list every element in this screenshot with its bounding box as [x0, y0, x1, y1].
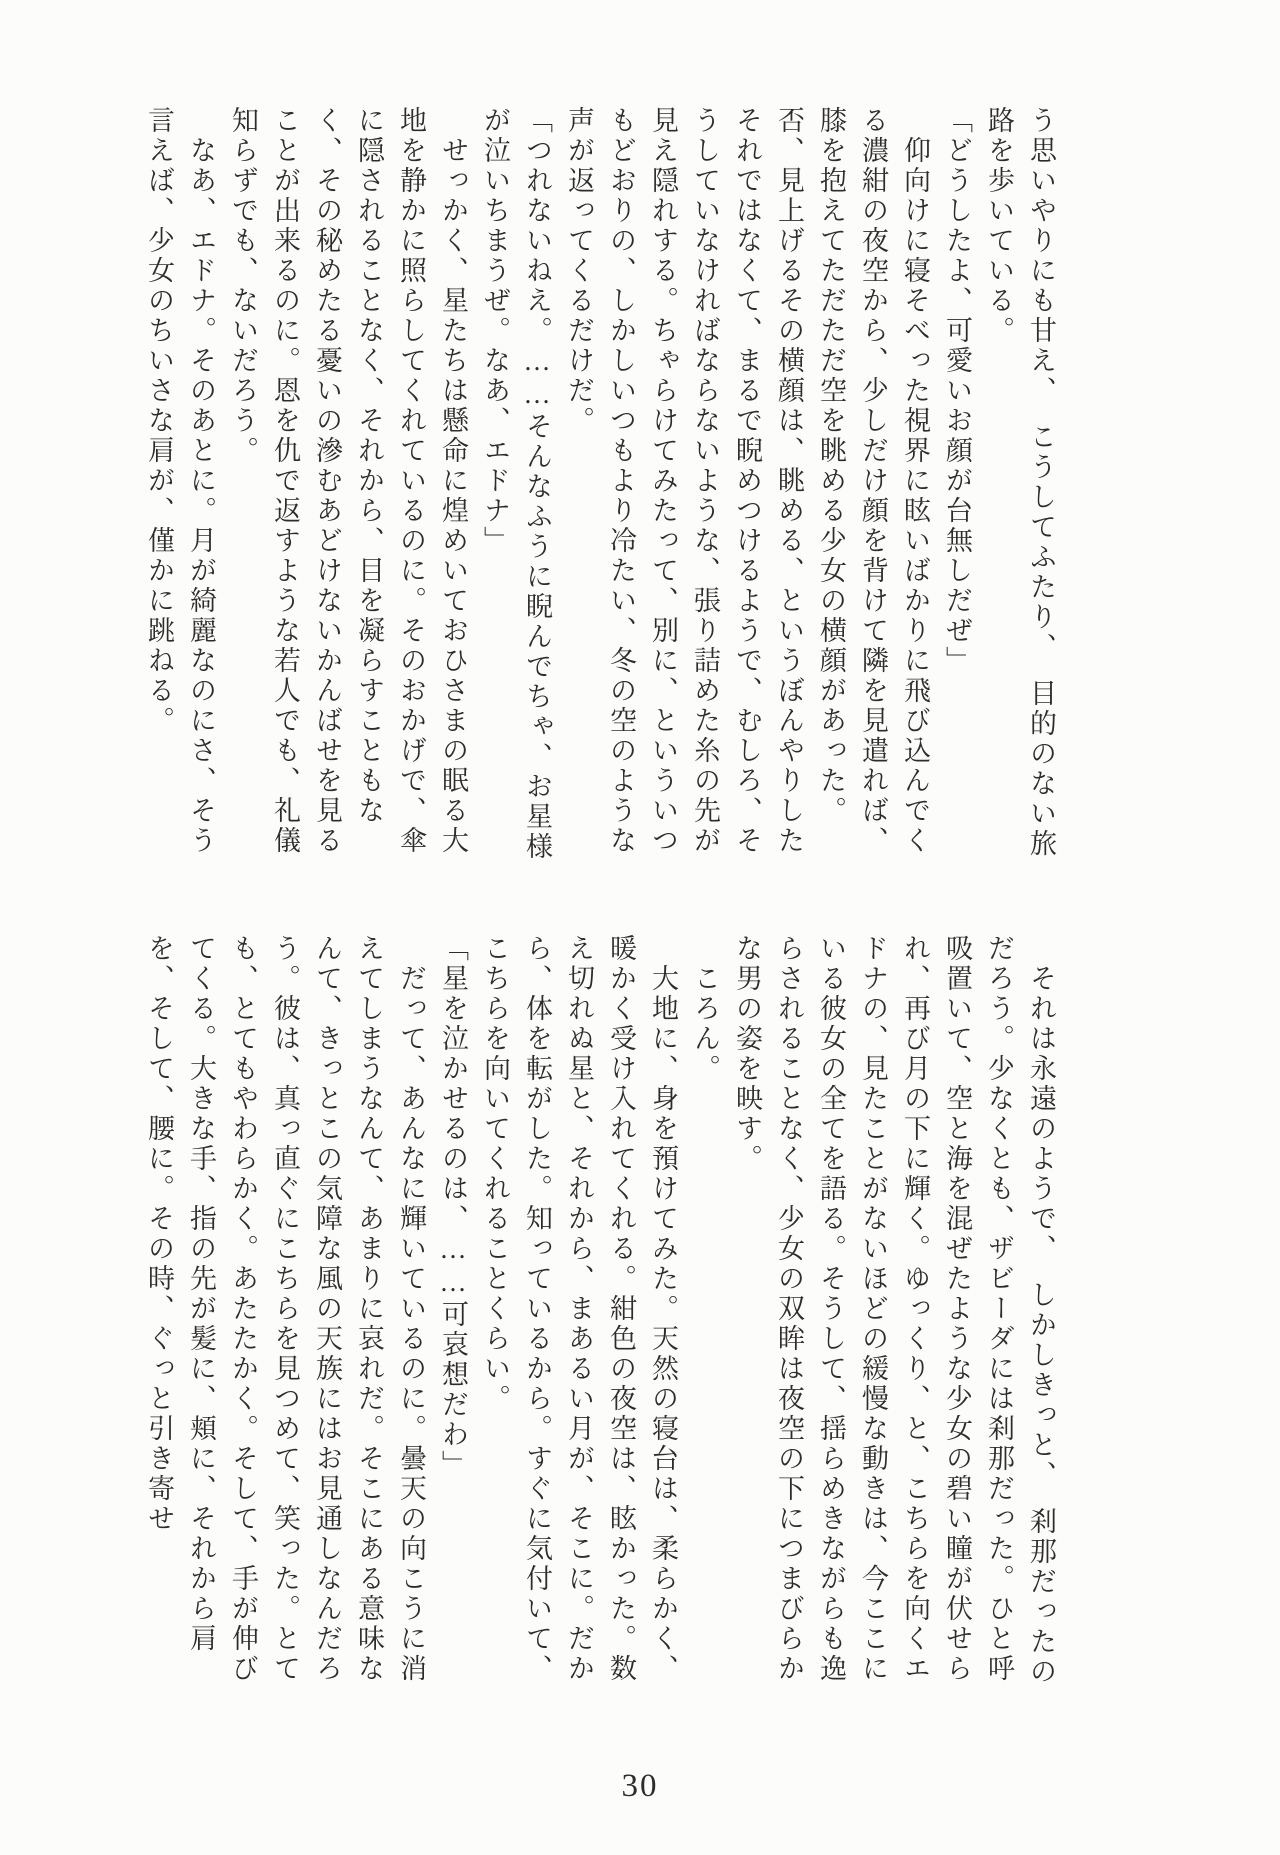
- top-text-block: [137, 106, 1062, 862]
- paragraph: せっかく、星たちは懸命に煌めいておひさまの眠る大地を静かに照らしてくれているのに。そのおかげで、傘に隠されることなく、それから、目を凝らすこともなく、その秘めたる憂いの滲むあどけないかんばせを見ることが出来るのに。恩を仇で返すような若人でも、礼儀知らずでも、ないだろう。: [228, 106, 468, 856]
- paragraph: 「どうしたよ、可愛いお顔が台無しだぜ」: [942, 106, 972, 676]
- bottom-text-block: [137, 934, 1062, 1694]
- page-number: 30: [621, 1768, 659, 1804]
- paragraph: ころん。: [690, 934, 720, 1084]
- paragraph: う思いやりにも甘え、 こうしてふたり、 目的のない旅路を歩いている。: [984, 106, 1056, 859]
- paragraph: なあ、エドナ。そのあとに。月が綺麗なのにさ、そう言えば、少女のちいさな肩が、僅かに跳ねる。: [144, 106, 216, 856]
- paragraph: 大地に、身を預けてみた。天然の寝台は、柔らかく、暖かく受け入れてくれる。紺色の夜空は、眩かった。数え切れぬ星と、それから、まあるい月が、そこに。だから、体を転がした。知っているから。すぐに気付いて、こちらを向いてくれることくらい。: [480, 934, 678, 1684]
- paragraph: 「つれないねえ。……そんなふうに睨んでちゃ、お星様が泣いちまうぜ。なあ、エドナ」: [480, 106, 552, 862]
- paragraph: 仰向けに寝そべった視界に眩いばかりに飛び込んでくる濃紺の夜空から、少しだけ顔を背けて隣を見遣れば、膝を抱えてただただ空を眺める少女の横顔があった。否、見上げるその横顔は、眺める、というぼんやりしたそれではなくて、まるで睨めつけるようで、むしろ、そうしていなければならないような、張り詰めた糸の先が見え隠れする。ちゃらけてみたって、別に、といういつもどおりの、しかしいつもより冷たい、冬の空のような声が返ってくるだけだ。: [564, 106, 930, 856]
- paragraph: だって、あんなに輝いているのに。曇天の向こうに消えてしまうなんて、あまりに哀れだ。そこにある意味なんて、きっとこの気障な風の天族にはお見通しなんだろう。彼は、真っ直ぐにこちらを見つめて、笑った。とても、とてもやわらかく。あたたかく。そして、手が伸びてくる。大きな手、指の先が髪に、頬に、それから肩を、そして、腰に。その時、ぐっと引き寄せ: [144, 934, 426, 1684]
- paragraph: 「星を泣かせるのは、……可哀想だわ」: [438, 934, 468, 1480]
- paragraph: それは永遠のようで、 しかしきっと、 刹那だったのだろう。少なくとも、ザビーダには刹那だった。ひと呼吸置いて、空と海を混ぜたような少女の碧い瞳が伏せられ、再び月の下に輝く。ゆっくり、と、こちらを向くエドナの、見たことがないほどの緩慢な動きは、今ここにいる彼女の全てを語る。そうして、揺らめきながらも逸らされることなく、少女の双眸は夜空の下につまびらかな男の姿を映す。: [732, 934, 1056, 1687]
